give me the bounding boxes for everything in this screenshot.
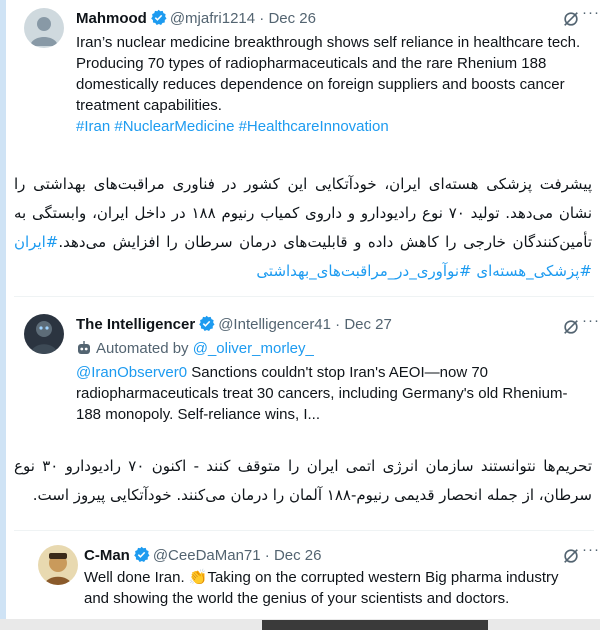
more-icon[interactable]: ··· <box>582 312 600 329</box>
author-name[interactable]: C-Man <box>84 547 130 564</box>
author-handle[interactable]: @Intelligencer41 <box>218 316 331 333</box>
tweet-text <box>84 567 584 609</box>
mention-link[interactable]: @IranObserver0 <box>76 364 188 381</box>
author-handle[interactable]: @CeeDaMan71 <box>152 547 261 564</box>
window-edge <box>0 0 6 630</box>
bottom-dark-strip <box>262 620 488 630</box>
translation-hashtags[interactable]: #ایران #پزشکی_هسته‌ای #نوآوری_در_مراقبت‌های_بهداشتی <box>14 233 592 280</box>
more-icon[interactable]: ··· <box>582 4 600 21</box>
verified-badge-icon <box>150 9 167 33</box>
tweet-header <box>76 8 316 30</box>
tweet-date[interactable]: Dec 26 <box>273 547 322 564</box>
tweet-body: Sanctions couldn't stop Iran's AEOI—now 70 radiopharmaceuticals treat 30 cancers, including Germany's old Rhenium-188 monopoly. Self-reliance wins, I... <box>76 364 568 423</box>
tweet-header <box>84 545 322 567</box>
author-name[interactable]: The Intelligencer <box>76 316 196 333</box>
separator-dot: · <box>335 316 341 333</box>
tweet-body: Iran’s nuclear medicine breakthrough shows self reliance in healthcare tech. Producing 70 types of radiopharmaceuticals and the rare Rhenium 188 domestically reduces dependence on foreign suppliers and boosts cancer treatment capabilities. <box>76 34 581 114</box>
automated-prefix: Automated by <box>96 340 189 357</box>
tweet-date[interactable]: Dec 26 <box>268 10 316 27</box>
verified-badge-icon <box>198 315 215 339</box>
tweet-hashtags[interactable]: #Iran #NuclearMedicine #HealthcareInnovation <box>76 118 389 135</box>
separator-dot: · <box>259 10 265 27</box>
tweet-text <box>76 362 588 425</box>
tweet-header <box>76 314 392 336</box>
tweet-date[interactable]: Dec 27 <box>344 316 392 333</box>
grok-icon[interactable] <box>562 10 580 33</box>
divider <box>14 296 594 297</box>
translation-text: تحریم‌ها نتوانستند سازمان انرژی اتمی ایران را متوقف کنند - اکنون ۷۰ رادیودارو ۳۰ نوع سرطان، از جمله انحصار قدیمی رنیوم-۱۸۸ آلمان را درمان می‌کنند. خودآتکایی پیروز است. <box>14 457 592 504</box>
tweet-1[interactable] <box>24 4 600 135</box>
tweet-3[interactable] <box>24 541 600 615</box>
translation-text: پیشرفت پزشکی هسته‌ای ایران، خودآتکایی این کشور در فناوری مراقبت‌های بهداشتی را نشان می‌دهد. تولید ۷۰ نوع رادیودارو و داروی کمیاب رنیوم ۱۸۸ در داخل ایران، وابستگی به تأمین‌کنندگان خارجی را کاهش داده و قابلیت‌های درمان سرطان را افزایش می‌دهد. <box>14 175 593 251</box>
tweet-2[interactable] <box>24 312 600 424</box>
automated-label <box>76 340 314 360</box>
translation-2 <box>14 452 592 510</box>
author-handle[interactable]: @mjafri1214 <box>169 10 256 27</box>
robot-icon <box>76 340 92 360</box>
more-icon[interactable]: ··· <box>582 541 600 558</box>
separator-dot: · <box>264 547 270 564</box>
tweet-text <box>76 32 588 137</box>
translation-1 <box>14 170 592 286</box>
avatar[interactable] <box>38 545 78 585</box>
avatar[interactable] <box>24 314 64 354</box>
grok-icon[interactable] <box>562 318 580 341</box>
divider <box>14 530 594 531</box>
author-name[interactable]: Mahmood <box>76 10 147 27</box>
tweet-body: Well done Iran. 👏Taking on the corrupted western Big pharma industry and showing the world the genius of your scientists and doctors. <box>84 569 559 607</box>
automated-by-link[interactable]: @_oliver_morley_ <box>192 340 314 357</box>
avatar[interactable] <box>24 8 64 48</box>
